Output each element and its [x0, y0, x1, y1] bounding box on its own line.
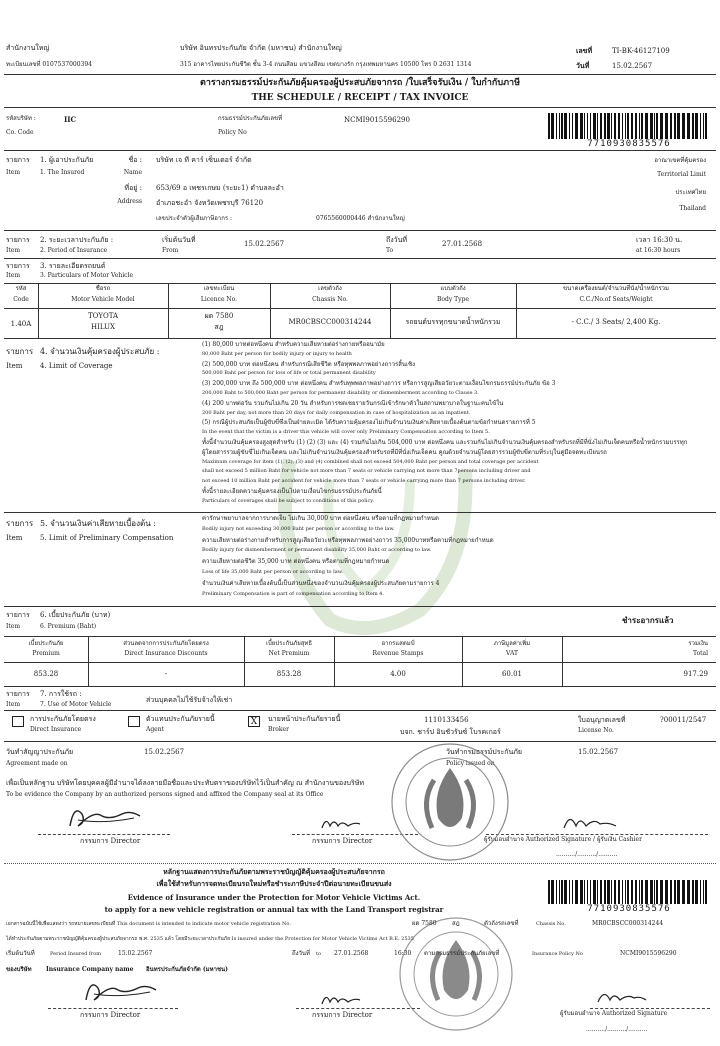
barcode-bar [622, 113, 623, 139]
barcode-bar [564, 113, 567, 139]
barcode-bar [674, 113, 676, 139]
tax-id: ทะเบียนเลขที่ 0107537000394 [6, 61, 92, 68]
item1-title-th: 1. ผู้เอาประกันภัย [40, 156, 94, 164]
license-number: ?00011/2547 [660, 716, 707, 724]
barcode-bar [597, 113, 598, 139]
issued-label-th: วันทำกรมธรรม์ประกันภัย [446, 748, 522, 756]
company-address: 315 อาคารไทยประกันชีวิต ชั้น 3-4 ถนนสีลม แขวงสีลม เขตบางรัก กรุงเทพมหานคร 10500 โทร 0 2631 1314 [180, 61, 472, 68]
barcode-bar [564, 880, 567, 904]
insured-address-label-en: Address [117, 198, 142, 205]
footer-reg-province: สฎ [452, 920, 460, 927]
item4-title-en: 4. Limit of Coverage [40, 362, 113, 370]
footer-authorized-signature [594, 984, 650, 1008]
footer-policy-label-en: Insurance Policy No [532, 951, 583, 957]
barcode-bar [670, 880, 672, 904]
broker-label-en: Broker [268, 726, 289, 733]
premium-col-total-th: รวมเงิน [688, 640, 708, 647]
footer-policy-label-th: ตามกรมธรรม์ประกันภัยเลขที่ [424, 950, 500, 957]
footer-authorized-label: ผู้รับมอบอำนาจ Authorized Signature [560, 1010, 668, 1017]
discount-value: - [164, 670, 168, 678]
vehicle-licence-province: สฎ [214, 323, 224, 331]
barcode-bar [584, 113, 585, 139]
title-english: THE SCHEDULE / RECEIPT / TAX INVOICE [251, 93, 469, 103]
barcode-bar [682, 113, 685, 139]
footer-policy: NCMI9015596290 [620, 950, 677, 957]
barcode-bar [700, 880, 701, 904]
barcode-bar [584, 880, 585, 904]
barcode-bar [611, 880, 612, 904]
evidence-text-th: เพื่อเป็นหลักฐาน บริษัทโดยบุคคลผู้มีอำนาจได้ลงลายมือชื่อและประทับตราของบริษัทไว้เป็นสำคัญ ณ สำนักงานของบริษัท [6, 779, 364, 787]
item5-line: ความเสียหายต่อร่างกายสำหรับการสูญเสียอวัยวะหรือทุพพลภาพอย่างถาวร 35,000บาทหรือตามที่กฎหมายกำหนด [202, 536, 494, 544]
item1-label-en: Item [6, 169, 21, 176]
barcode-bar [639, 113, 640, 139]
barcode-bar [556, 113, 557, 139]
barcode-bar [593, 880, 596, 904]
barcode-bar [600, 880, 602, 904]
issued-date: 15.02.2567 [578, 748, 619, 756]
insured-address-line2: อำเภอชะอำ จังหวัดเพชรบุรี 76120 [156, 199, 264, 207]
vehicle-col-cc-en: C.C./No.of Seats/Weight [579, 296, 653, 303]
barcode-bar [665, 880, 668, 904]
item7-label-th: รายการ [6, 690, 30, 698]
evidence-title-en2: to apply for a new vehicle registration or annual tax with the Land Transport registrar [104, 905, 444, 914]
period-from-label-en: From [162, 247, 179, 254]
item6-label-th: รายการ [6, 611, 30, 619]
cashier-date-blank: ........../........../.......... [556, 851, 618, 858]
item4-line: In the event that the victim is a driver this vehicle will cover only Preliminary Compensation according to Item 5. [202, 429, 490, 436]
vehicle-col-code-en: Code [13, 296, 29, 303]
footer-chassis: MR0CBSCC000314244 [592, 920, 664, 927]
net-premium-value: 853.28 [276, 670, 302, 678]
director-label: กรรมการ Director [80, 837, 141, 845]
company-seal [388, 740, 512, 864]
license-label-en: License No. [578, 727, 614, 734]
agent-label-th: ตัวแทนประกันภัยรายนี้ [146, 715, 215, 723]
broker-checkbox[interactable]: X [248, 716, 260, 727]
barcode-bar [654, 113, 655, 139]
item7-label-en: Item [6, 701, 21, 708]
barcode-bar [569, 113, 570, 139]
item5-line: Preliminary Compensation is part of compensation according to Item 4. [202, 590, 384, 597]
barcode [548, 113, 710, 139]
item2-title-th: 2. ระยะเวลาประกันภัย : [40, 236, 114, 244]
barcode-bar [607, 880, 610, 904]
footer-company: อินทรประกันภัยจำกัด (มหาชน) [146, 966, 228, 973]
barcode-bar [670, 113, 672, 139]
item2-title-en: 2. Period of Insurance [40, 247, 108, 254]
item4-label-th: รายการ [6, 347, 34, 356]
item6-label-en: Item [6, 623, 21, 630]
territory-label-en: Territorial Limit [657, 171, 706, 178]
barcode-bar [625, 880, 626, 904]
cashier-signature [560, 808, 620, 834]
territory-th: ประเทศไทย [675, 189, 706, 196]
footer-company-label-th: ของบริษัท [6, 966, 32, 973]
period-to-label-en: To [386, 247, 394, 254]
item4-line: 500,000 Baht per person for loss of life or total permanent disability [202, 370, 376, 377]
item4-line: Maximum coverage for item (1), (2), (3) and (4) combined shall not exceed 504,000 Baht per person and total coverage per accident [202, 458, 539, 465]
barcode-bar [687, 113, 690, 139]
footer-reg: ผด 7580 [412, 920, 437, 927]
barcode-bar [625, 113, 626, 139]
barcode-bar [631, 113, 633, 139]
barcode-bar [705, 880, 707, 904]
item4-line: ทั้งนี้จำนวนเงินคุ้มครองสูงสุดสำหรับ (1) (2) (3) และ (4) รวมกันไม่เกิน 504,000 บาท ต่อหนึ่งคน และรวมกันไม่เกินจำนวนเงินคุ้มครองสำหรับรถที่มีที่นั่งไม่เกินเจ็ดคนหรือน้ำหนักรวมบรรทุก [202, 439, 688, 446]
vehicle-col-cc-th: ขนาดเครื่องยนต์/จำนวนที่นั่ง/น้ำหนักรวม [563, 285, 669, 292]
barcode-bar [687, 880, 690, 904]
vehicle-make: TOYOTA [87, 312, 119, 320]
item4-line: ผู้โดยสารรวมผู้ขับขี่ไม่เกินเจ็ดคน และไม่เกินจำนวนเงินคุ้มครองสำหรับรถที่มีที่นั่งเกินเจ็ดคน คูณด้วยจำนวนผู้โดยสารรวมผู้ขับขี่ตามที่ระบุในคู่มือจดทะเบียนรถ [202, 448, 607, 456]
evidence-title-th2: เพื่อใช้สำหรับการจดทะเบียนรถใหม่หรือชำระภาษีประจำปีต่อนายทะเบียนขนส่ง [156, 879, 392, 888]
evidence-title-en1: Evidence of Insurance under the Protection for Motor Vehicle Victims Act. [127, 893, 421, 902]
footer-authorized-date-blank: ........../........../.......... [586, 1026, 648, 1033]
barcode-bar [660, 880, 663, 904]
barcode-bar [604, 113, 606, 139]
item3-label-th: รายการ [6, 262, 30, 270]
premium-col-net-en: Net Premium [268, 650, 310, 657]
vehicle-col-licence-th: เลขทะเบียน [203, 285, 235, 292]
premium-col-stamps-th: อากรแสตมป์ [381, 640, 415, 647]
stamp-duty-paid: ชำระอากรแล้ว [622, 615, 674, 625]
insured-taxid: 0765560000446 สำนักงานใหญ่ [316, 215, 405, 222]
barcode-bar [665, 113, 668, 139]
vehicle-col-body-en: Body Type [437, 296, 469, 303]
barcode-number: 7710930835576 [587, 139, 671, 149]
barcode-bar [656, 880, 658, 904]
title-thai: ตารางกรมธรรม์ประกันภัยคุ้มครองผู้ประสบภัยจากรถ /ใบเสร็จรับเงิน / ใบกำกับภาษี [199, 78, 521, 88]
territory-label-th: อาณาเขตที่คุ้มครอง [654, 157, 706, 164]
vat-value: 60.01 [501, 670, 523, 678]
item7-title-en: 7. Use of Motor Vehicle [40, 701, 112, 708]
barcode-bar [627, 113, 629, 139]
item4-line: (2) 500,000 บาท ต่อหนึ่งคน สำหรับกรณีเสียชีวิต หรือทุพพลภาพอย่างถาวรสิ้นเชิง [202, 360, 416, 368]
item5-line: จำนวนเงินค่าเสียหายเบื้องต้นนี้เป็นส่วนหนึ่งของจำนวนเงินคุ้มครองผู้ประสบภัยตามรายการ 4 [202, 579, 440, 587]
director2-label: กรรมการ Director [312, 837, 373, 845]
footer-to-label-en: to [316, 951, 322, 957]
vehicle-chassis: MR0CBSCC000314244 [288, 318, 372, 326]
item5-label-en: Item [6, 534, 23, 542]
barcode-bar [692, 113, 694, 139]
barcode-bar [674, 880, 676, 904]
barcode-bar [559, 113, 560, 139]
barcode-bar [654, 880, 655, 904]
footer-director-signature [80, 974, 160, 1008]
insured-address-line1: 653/69 อ เพชรเกษม (ระยะ1) ตำบลละอำ [156, 184, 284, 192]
item2-label-th: รายการ [6, 236, 30, 244]
barcode-bar [641, 113, 643, 139]
item1-label-th: รายการ [6, 156, 30, 164]
broker-label-th: นายหน้าประกันภัยรายนี้ [268, 715, 341, 723]
barcode-bar [622, 880, 623, 904]
vehicle-code: 1.40A [10, 320, 32, 328]
direct-insurance-label-th: การประกันภัยโดยตรง [30, 715, 96, 723]
evidence-text-en: To be evidence the Company by an authorized persons signed and affixed the Company seal at its Office [6, 791, 324, 798]
barcode-bar [587, 880, 588, 904]
director2-signature [318, 812, 364, 834]
premium-col-vat-th: ภาษีมูลค่าเพิ่ม [493, 640, 531, 647]
barcode-bar [614, 113, 616, 139]
insured-address-label: ที่อยู่ : [124, 184, 142, 192]
barcode-bar [575, 880, 578, 904]
period-time-en: at 16:30 hours [636, 247, 681, 254]
head-office-label: สำนักงานใหญ่ [6, 44, 50, 52]
item4-line: (4) 200 บาทต่อวัน รวมกันไม่เกิน 20 วัน สำหรับการชดเชยรายวันกรณีเข้ารักษาตัวในสถานพยาบาลในฐานะคนไข้ใน [202, 399, 504, 407]
cashier-label: ผู้รับมอบอำนาจ Authorized Signature / ผู้รับเงิน Cashier [484, 836, 642, 843]
barcode-bar [607, 113, 610, 139]
barcode-bar [650, 880, 653, 904]
item5-title-en: 5. Limit of Preliminary Compensation [40, 534, 174, 542]
barcode-bar [551, 113, 554, 139]
item4-line: Particulars of coverages shall be subject to conditions of this policy. [202, 497, 375, 504]
barcode-bar [548, 113, 550, 139]
license-label-th: ใบอนุญาตเลขที่ [578, 716, 626, 724]
item5-line: ค่ารักษาพยาบาลจากการบาดเจ็บ ไม่เกิน 30,000 บาท ต่อหนึ่งคน หรือตามที่กฎหมายกำหนด [202, 515, 439, 522]
company-name: บริษัท อินทรประกันภัย จำกัด (มหาชน) สำนักงานใหญ่ [180, 44, 342, 52]
vehicle-col-body-th: แบบตัวถัง [440, 285, 466, 292]
vehicle-col-chassis-en: Chassis No. [312, 296, 348, 303]
insured-name-label: ชื่อ : [128, 156, 142, 164]
vehicle-body-type: รถยนต์บรรทุกขนาดน้ำหนักรวม [405, 318, 501, 326]
item4-line: (1) 80,000 บาทต่อหนึ่งคน สำหรับความเสียหายต่อร่างกายหรืออนามัย [202, 341, 385, 348]
co-code-label-th: รหัสบริษัท : [6, 115, 36, 122]
agent-label-en: Agent [146, 726, 164, 733]
barcode-bar [645, 880, 648, 904]
barcode-bar [590, 113, 591, 139]
stamps-value: 4.00 [390, 670, 406, 678]
item4-line: (3) 200,000 บาท ถึง 500,000 บาท ต่อหนึ่งคน สำหรับทุพพลภาพอย่างถาวร หรือการสูญเสียอวัยวะตามเงื่อนไขกรมธรรม์ประกันภัย ข้อ 3 [202, 380, 556, 388]
footer-director-label: กรรมการ Director [80, 1011, 141, 1019]
barcode-bar [700, 113, 701, 139]
vehicle-licence: ผด 7580 [204, 312, 234, 320]
barcode-bar [551, 880, 554, 904]
barcode-bar [645, 113, 648, 139]
period-from: 15.02.2567 [244, 240, 285, 248]
item3-title-th: 3. รายละเอียดรถยนต์ [40, 262, 106, 270]
footer-reg-line: เอกสารฉบับนี้ใช้เพื่อแสดงว่า รถหมายเลขทะเบียนที่ This document is intended to indicate motor vehicle registration No. [6, 921, 291, 927]
item4-line: not exceed 10 million Baht per accident for vehicle more than 7 seats or vehicle carrying more than 7 persons including driver. [202, 478, 526, 485]
premium-value: 853.28 [33, 670, 59, 678]
barcode-bar [639, 880, 640, 904]
item4-line: 200 Baht per day, not more than 20 days for daily compensation in case of hospitalization as an inpatient. [202, 409, 471, 416]
barcode-bar [590, 880, 591, 904]
policy-number: NCMI9015596290 [344, 116, 410, 124]
barcode-bar [569, 880, 570, 904]
footer-from-label-en: Period Insured from [50, 951, 102, 957]
barcode-footer-number: 7710930835576 [587, 904, 671, 914]
period-time-th: เวลา 16:30 น. [636, 236, 683, 244]
footer-chassis-label-th: ตัวถังรถเลขที่ [484, 920, 519, 927]
co-code-label-en: Co. Code [6, 129, 34, 136]
agent-checkbox[interactable] [128, 716, 140, 727]
barcode-bar [575, 113, 578, 139]
footer-act-line: ได้ทำประกันภัยตามพระราชบัญญัติคุ้มครองผู้ประสบภัยจากรถ พ.ศ. 2535 แล้ว โดยมีระยะเวลาประกันภัย Is insured under the Protection for Motor Vehicle Victims Act B.E. 2535 [6, 936, 414, 942]
barcode-bar [618, 880, 620, 904]
item3-title-en: 3. Particulars of Motor Vehicle [40, 272, 133, 279]
barcode-bar [650, 113, 653, 139]
item4-line: ทั้งนี้รายละเอียดความคุ้มครองเป็นไปตามเงื่อนไขกรมธรรม์ประกันภัยนี้ [202, 488, 382, 495]
barcode-bar [705, 113, 707, 139]
agreement-label-en: Agreement made on [6, 760, 68, 767]
footer-director2-signature [318, 988, 364, 1010]
barcode-bar [548, 880, 550, 904]
barcode-bar [618, 113, 620, 139]
barcode-bar [682, 880, 685, 904]
premium-col-vat-en: VAT [506, 650, 518, 657]
territory-en: Thailand [679, 205, 706, 212]
broker-code: 1110133456 [424, 716, 469, 724]
item4-line: 200,000 Baht to 500,000 Baht per person for permanent disability or dismemberment according to Clause 3. [202, 390, 479, 396]
premium-col-net-th: เบี้ยประกันภัยสุทธิ [265, 640, 313, 647]
barcode-bar [561, 880, 563, 904]
barcode-bar [703, 113, 704, 139]
barcode-bar [597, 880, 598, 904]
item4-title-th: 4. จำนวนเงินคุ้มครองผู้ประสบภัย : [40, 347, 160, 356]
item1-title-en: 1. The Insured [40, 169, 85, 176]
barcode-bar [656, 113, 658, 139]
premium-col-premium-en: Premium [32, 650, 60, 657]
period-to-label: ถึงวันที่ [386, 236, 407, 244]
barcode-bar [561, 113, 563, 139]
agreement-label-th: วันทำสัญญาประกันภัย [6, 748, 74, 756]
item4-line: (5) กรณีผู้ประสบภัยเป็นผู้ขับขี่ซึ่งเป็นฝ่ายละเมิด ได้รับความคุ้มครองไม่เกินจำนวนเงินค่าเสียหายเบื้องต้นตามข้อกำหนดรายการที่ 5 [202, 419, 536, 427]
director-signature [64, 800, 144, 834]
item4-label-en: Item [6, 362, 23, 370]
period-to: 27.01.2568 [442, 240, 483, 248]
policy-label-en: Policy No [218, 129, 247, 136]
item5-line: Bodily injury for dismemberment or permanent disability 35,000 Baht or according to law. [202, 547, 432, 554]
barcode-bar [587, 113, 588, 139]
barcode-bar [556, 880, 557, 904]
insured-name: บริษัท เจ ที คาร์ เซ็นเตอร์ จำกัด [156, 156, 252, 164]
vehicle-col-chassis-th: เลขตัวถัง [318, 285, 342, 292]
footer-to: 27.01.2568 [334, 950, 369, 957]
item5-title-th: 5. จำนวนเงินค่าเสียหายเบื้องต้น : [40, 519, 156, 528]
insured-taxid-label: เลขประจำตัวผู้เสียภาษีอากร : [156, 215, 233, 222]
co-code-value: IIC [64, 115, 77, 124]
barcode-bar [695, 880, 698, 904]
barcode-bar [559, 880, 560, 904]
barcode-bar [593, 113, 596, 139]
agreement-date: 15.02.2567 [144, 748, 185, 756]
item5-line: ความเสียหายต่อชีวิต 35,000 บาท ต่อหนึ่งคน หรือตามที่กฎหมายกำหนด [202, 558, 390, 566]
footer-director2-label: กรรมการ Director [312, 1011, 373, 1019]
barcode-bar [695, 113, 698, 139]
barcode-bar [604, 880, 606, 904]
barcode-bar [641, 880, 643, 904]
vehicle-col-code-th: รหัส [15, 285, 27, 292]
doc-no-label: เลขที่ [576, 46, 593, 55]
item5-line: Loss of life 35,000 Baht per person or according to law. [202, 569, 343, 575]
item6-title-en: 6. Premium (Baht) [40, 623, 97, 630]
barcode-bar [600, 113, 602, 139]
total-value: 917.29 [683, 670, 708, 678]
vehicle-col-model-th: ชื่อรถ [95, 285, 111, 292]
footer-time: 16:30 [394, 950, 412, 957]
item4-line: shall not exceed 5 million Baht for vehicle not more than 7 seats or vehicle carrying not more than 7persons including driver and [202, 468, 531, 475]
footer-from-label-th: เริ่มต้นวันที่ [6, 950, 35, 957]
evidence-title-th1: หลักฐานแสดงการประกันภัยตามพระราชบัญญัติคุ้มครองผู้ประสบภัยจากรถ [163, 867, 385, 876]
item5-label-th: รายการ [6, 519, 34, 528]
direct-insurance-label-en: Direct Insurance [30, 726, 82, 733]
item5-line: Bodily injury not exceeding 30,000 Baht per person or according to the law. [202, 525, 395, 532]
policy-label-th: กรมธรรม์ประกันภัยเลขที่ [218, 115, 283, 122]
premium-col-discount-en: Direct Insurance Discounts [124, 650, 208, 657]
broker-name: บจก. ชาร์ป อินชัวรันซ์ โบรคเกอร์ [400, 728, 501, 736]
barcode-bar [580, 113, 583, 139]
barcode-bar [614, 880, 616, 904]
footer-chassis-label-en: Chassis No. [536, 921, 566, 927]
issued-label-en: Policy issued on [446, 760, 495, 767]
vehicle-col-model-en: Motor Vehicle Model [71, 296, 135, 303]
footer-company-label-en: Insurance Company name [46, 966, 134, 973]
vehicle-col-licence-en: Licence No. [200, 296, 238, 303]
item3-label-en: Item [6, 272, 21, 279]
barcode-bar [572, 880, 573, 904]
company-seal-footer [396, 914, 519, 1034]
barcode-bar [677, 113, 680, 139]
barcode-bar [611, 113, 612, 139]
insured-name-label-en: Name [123, 169, 142, 176]
item4-line: 80,000 Baht per person for bodily injury or injury to health [202, 350, 352, 357]
barcode-bar [677, 880, 680, 904]
vehicle-model: HILUX [90, 323, 116, 331]
premium-col-discount-th: ส่วนลดจากการประกันภัยโดยตรง [123, 640, 209, 647]
footer-to-label-th: ถึงวันที่ [292, 950, 310, 957]
barcode-bar [572, 113, 573, 139]
barcode-bar [692, 880, 694, 904]
footer-from: 15.02.2567 [118, 950, 153, 957]
date-label: วันที่ [576, 61, 590, 70]
premium-col-premium-th: เบี้ยประกันภัย [28, 640, 64, 647]
barcode-bar [660, 113, 663, 139]
premium-col-stamps-en: Revenue Stamps [372, 650, 424, 657]
vehicle-use: ส่วนบุคคลไม่ใช้รับจ้างให้เช่า [146, 696, 233, 704]
doc-date: 15.02.2567 [612, 62, 653, 70]
barcode-bar [627, 880, 629, 904]
barcode-bar [703, 880, 704, 904]
barcode-bar [635, 880, 637, 904]
barcode-bar [580, 880, 583, 904]
period-from-label: เริ่มต้นวันที่ [162, 236, 196, 244]
vehicle-cc-seats-weight: - C.C./ 3 Seats/ 2,400 Kg. [571, 318, 661, 326]
barcode-bar [631, 880, 633, 904]
item6-title-th: 6. เบี้ยประกันภัย (บาท) [40, 611, 111, 619]
barcode-footer [548, 880, 710, 904]
premium-col-total-en: Total [692, 650, 708, 657]
direct-insurance-checkbox[interactable] [12, 716, 24, 727]
item2-label-en: Item [6, 247, 21, 254]
item7-title-th: 7. การใช้รถ : [40, 690, 82, 698]
doc-no: TI-BK-46127109 [612, 47, 670, 55]
barcode-bar [635, 113, 637, 139]
